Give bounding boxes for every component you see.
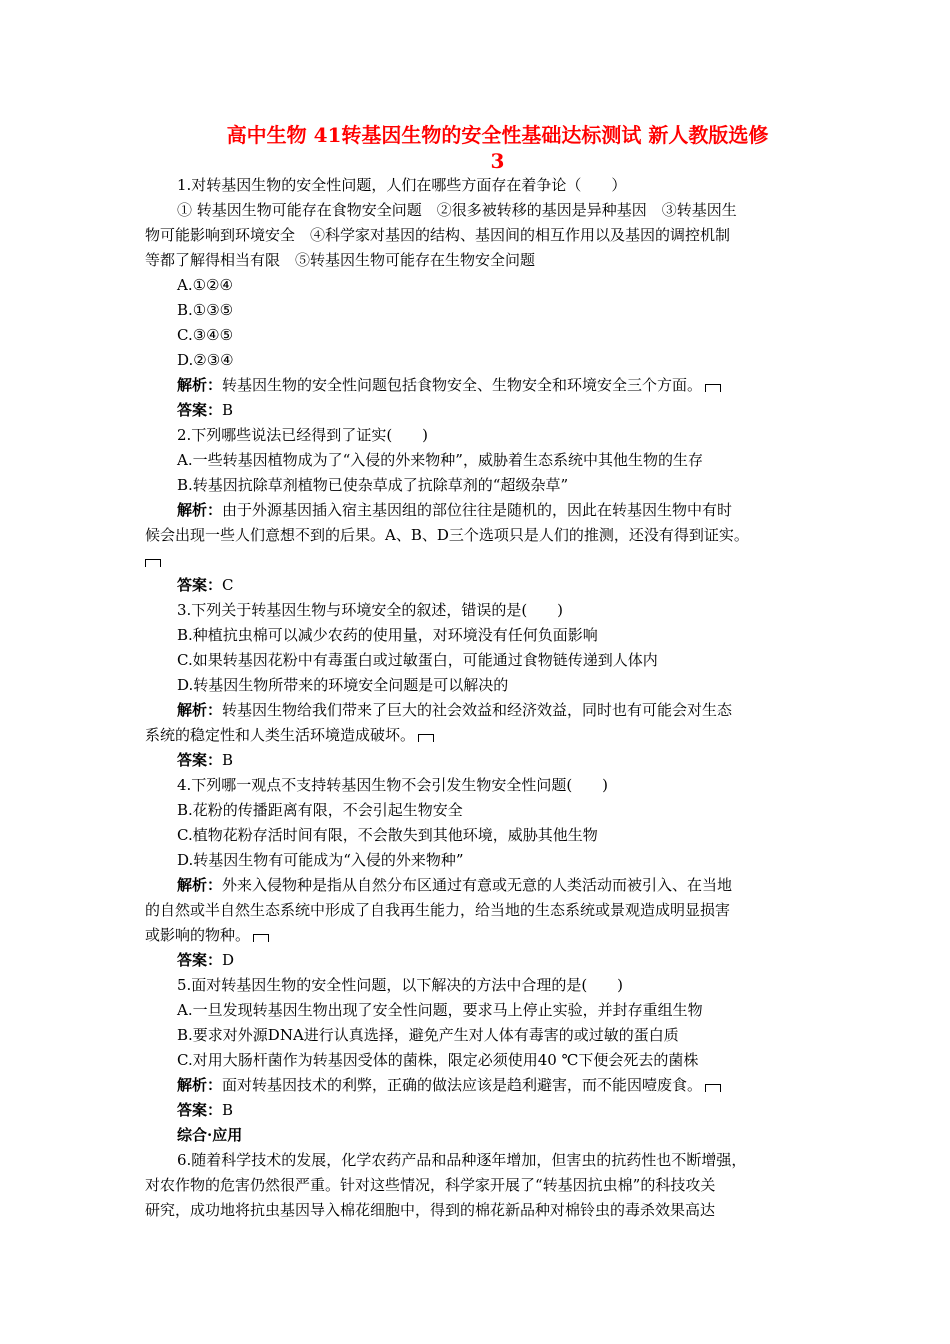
q4-option-c: C.植物花粉存活时间有限，不会散失到其他环境，威胁其他生物 <box>177 826 598 844</box>
analysis-label: 解析： <box>177 701 223 719</box>
q1-analysis <box>145 373 820 398</box>
q5-option-b: B.要求对外源DNA进行认真选择，避免产生对人体有毒害的或过敏的蛋白质 <box>177 1026 679 1044</box>
q1-stem: 1.对转基因生物的安全性问题，人们在哪些方面存在着争论（ ） <box>177 176 627 194</box>
q3-option-d: D.转基因生物所带来的环境安全问题是可以解决的 <box>177 676 509 694</box>
answer-value: B <box>222 751 234 769</box>
q3-analysis-cont <box>145 723 820 748</box>
q6-line: 研究，成功地将抗虫基因导入棉花细胞中，得到的棉花新品种对棉铃虫的毒杀效果高达 <box>145 1201 716 1219</box>
q6-line: 6.随着科学技术的发展，化学农药产品和品种逐年增加，但害虫的抗药性也不断增强， <box>177 1151 747 1169</box>
analysis-label: 解析： <box>177 1076 223 1094</box>
q2-analysis-cont: 候会出现一些人们意想不到的后果。A、B、D三个选项只是人们的推测，还没有得到证实。 <box>145 526 749 544</box>
document-body <box>145 173 820 1223</box>
analysis-text: 由于外源基因插入宿主基因组的部位往往是随机的，因此在转基因生物中有时 <box>222 501 733 519</box>
analysis-label: 解析： <box>177 501 223 519</box>
analysis-label: 解析： <box>177 876 223 894</box>
q3-stem: 3.下列关于转基因生物与环境安全的叙述，错误的是( ) <box>177 601 564 619</box>
answer-label: 答案： <box>177 576 223 594</box>
q1-option-a: A.①②④ <box>177 276 233 294</box>
q4-answer <box>145 948 820 973</box>
q4-option-d: D.转基因生物有可能成为“入侵的外来物种” <box>177 851 464 869</box>
bookmark-mark-icon <box>705 1084 721 1092</box>
q2-mark-line <box>145 548 820 573</box>
title-line-2: 3 <box>490 149 505 173</box>
q1-items-line: ① 转基因生物可能存在食物安全问题 ②很多被转移的基因是异种基因 ③转基因生 <box>177 201 737 219</box>
q1-items-line: 等都了解得相当有限 ⑤转基因生物可能存在生物安全问题 <box>145 251 536 269</box>
q4-analysis-cont: 的自然或半自然生态系统中形成了自我再生能力，给当地的生态系统或景观造成明显损害 <box>145 901 731 919</box>
q5-stem: 5.面对转基因生物的安全性问题，以下解决的方法中合理的是( ) <box>177 976 624 994</box>
q4-option-b: B.花粉的传播距离有限，不会引起生物安全 <box>177 801 463 819</box>
q1-answer <box>145 398 820 423</box>
q1-option-b: B.①③⑤ <box>177 301 234 319</box>
answer-value: D <box>222 951 235 969</box>
answer-label: 答案： <box>177 751 223 769</box>
q3-answer <box>145 748 820 773</box>
answer-label: 答案： <box>177 1101 223 1119</box>
analysis-text: 外来入侵物种是指从自然分布区通过有意或无意的人类活动而被引入、在当地 <box>222 876 733 894</box>
q2-stem: 2.下列哪些说法已经得到了证实( ) <box>177 426 429 444</box>
analysis-text: 转基因生物给我们带来了巨大的社会效益和经济效益，同时也有可能会对生态 <box>222 701 733 719</box>
q6-line: 对农作物的危害仍然很严重。针对这些情况，科学家开展了“转基因抗虫棉”的科技攻关 <box>145 1176 716 1194</box>
analysis-text: 系统的稳定性和人类生活环境造成破坏。 <box>145 726 416 744</box>
answer-label: 答案： <box>177 401 223 419</box>
q4-analysis-cont <box>145 923 820 948</box>
q1-option-c: C.③④⑤ <box>177 326 234 344</box>
q3-analysis <box>145 698 820 723</box>
q3-option-b: B.种植抗虫棉可以减少农药的使用量，对环境没有任何负面影响 <box>177 626 598 644</box>
q4-analysis <box>145 873 820 898</box>
q2-analysis <box>145 498 820 523</box>
q2-option-b: B.转基因抗除草剂植物已使杂草成了抗除草剂的“超级杂草” <box>177 476 569 494</box>
bookmark-mark-icon <box>253 934 269 942</box>
bookmark-mark-icon <box>145 559 161 567</box>
q3-option-c: C.如果转基因花粉中有毒蛋白或过敏蛋白，可能通过食物链传递到人体内 <box>177 651 658 669</box>
q1-option-d: D.②③④ <box>177 351 234 369</box>
answer-label: 答案： <box>177 951 223 969</box>
bookmark-mark-icon <box>705 384 721 392</box>
analysis-text: 面对转基因技术的利弊，正确的做法应该是趋利避害，而不能因噎废食。 <box>222 1076 703 1094</box>
q5-option-c: C.对用大肠杆菌作为转基因受体的菌株，限定必须使用40 ℃下便会死去的菌株 <box>177 1051 699 1069</box>
analysis-text: 或影响的物种。 <box>145 926 251 944</box>
analysis-text: 转基因生物的安全性问题包括食物安全、生物安全和环境安全三个方面。 <box>222 376 703 394</box>
q2-option-a: A.一些转基因植物成为了“入侵的外来物种”，威胁着生态系统中其他生物的生存 <box>177 451 703 469</box>
q4-stem: 4.下列哪一观点不支持转基因生物不会引发生物安全性问题( ) <box>177 776 609 794</box>
answer-value: C <box>222 576 234 594</box>
title-line-1: 高中生物 41转基因生物的安全性基础达标测试 新人教版选修 <box>226 123 769 147</box>
q1-items-line: 物可能影响到环境安全 ④科学家对基因的结构、基因间的相互作用以及基因的调控机制 <box>145 226 731 244</box>
q2-answer <box>145 573 820 598</box>
bookmark-mark-icon <box>418 734 434 742</box>
answer-value: B <box>222 401 234 419</box>
answer-value: B <box>222 1101 234 1119</box>
section-heading: 综合·应用 <box>177 1126 243 1144</box>
document-title <box>145 122 850 174</box>
q5-answer <box>145 1098 820 1123</box>
q5-option-a: A.一旦发现转基因生物出现了安全性问题，要求马上停止实验，并封存重组生物 <box>177 1001 703 1019</box>
q5-analysis <box>145 1073 820 1098</box>
analysis-label: 解析： <box>177 376 223 394</box>
